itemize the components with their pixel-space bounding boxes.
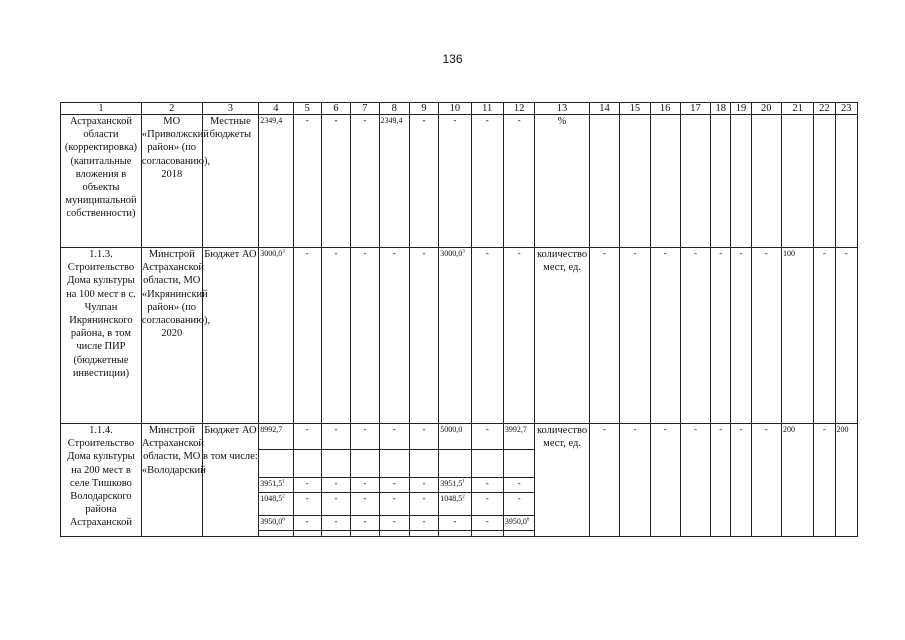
amount-text: 1048,5: [260, 494, 283, 503]
value-cell: -: [471, 248, 503, 424]
value-cell: [439, 478, 471, 493]
value-cell: -: [293, 115, 321, 248]
value-cell: -: [321, 115, 350, 248]
footnote-mark: 6: [526, 517, 530, 523]
header-cell: 8: [379, 103, 409, 115]
executor-cell: Минстрой Астраханской области, МО «Икрянинский район» (по согласованию), 2020: [141, 248, 202, 424]
measure-name-cell: 1.1.4. Строительство Дома культуры на 200 мест в селе Тишково Володарского района Астраханской: [61, 424, 142, 537]
value-cell: -: [680, 424, 710, 537]
header-cell: 23: [835, 103, 857, 115]
value-cell: [471, 531, 503, 537]
value-cell: -: [351, 493, 379, 516]
amount-text: 1048,5: [440, 494, 463, 503]
amount-text: 3000,0: [260, 249, 283, 258]
value-cell: [379, 531, 409, 537]
value-cell: [680, 115, 710, 248]
value-cell: -: [731, 248, 751, 424]
value-cell: -: [321, 248, 350, 424]
header-cell: 21: [781, 103, 813, 115]
value-cell: [620, 115, 650, 248]
header-cell: 1: [61, 103, 142, 115]
value-cell: -: [620, 424, 650, 537]
indicator-unit-cell: количество мест, ед.: [535, 248, 590, 424]
value-cell: [751, 115, 781, 248]
header-cell: 10: [439, 103, 471, 115]
footnote-mark: 1: [282, 479, 285, 485]
executor-cell: МО «Приволжский район» (по согласованию), 2018: [141, 115, 202, 248]
header-cell: 19: [731, 103, 751, 115]
header-cell: 14: [589, 103, 619, 115]
value-cell: -: [351, 478, 379, 493]
value-cell: -: [680, 248, 710, 424]
value-cell: -: [409, 516, 438, 531]
value-cell: -: [409, 115, 438, 248]
value-cell: 2349,4: [379, 115, 409, 248]
total-cell: 2349,4: [259, 115, 293, 248]
value-cell: [439, 531, 471, 537]
value-cell: -: [471, 478, 503, 493]
value-cell: -: [293, 424, 321, 450]
value-cell: -: [379, 516, 409, 531]
value-cell: -: [589, 248, 619, 424]
header-cell: 15: [620, 103, 650, 115]
value-cell: -: [351, 516, 379, 531]
header-cell: 13: [535, 103, 590, 115]
measure-name-cell: Астраханской области (корректировка) (капитальные вложения в объекты муниципальной собственности): [61, 115, 142, 248]
amount-text: 3950,0: [504, 517, 527, 526]
value-cell: -: [751, 248, 781, 424]
total-cell: [259, 516, 293, 531]
header-cell: 18: [711, 103, 731, 115]
value-cell: [409, 531, 438, 537]
header-cell: 16: [650, 103, 680, 115]
footnote-mark: 2: [462, 494, 465, 500]
header-cell: 7: [351, 103, 379, 115]
footnote-mark: 3: [282, 249, 285, 255]
value-cell: [589, 115, 619, 248]
value-cell: -: [351, 248, 379, 424]
value-cell: -: [751, 424, 781, 537]
value-cell: 3992,7: [503, 424, 534, 450]
total-cell: [259, 248, 293, 424]
total-cell: 8992,7: [259, 424, 293, 450]
indicator-unit-cell: количество мест, ед.: [535, 424, 590, 537]
value-cell: [321, 531, 350, 537]
value-cell: -: [379, 248, 409, 424]
value-cell: [351, 450, 379, 478]
value-cell: -: [379, 478, 409, 493]
amount-text: 3000,0: [440, 249, 463, 258]
funding-source-cell: [202, 478, 259, 493]
value-cell: -: [293, 248, 321, 424]
value-cell: -: [711, 248, 731, 424]
footnote-mark: 3: [462, 249, 465, 255]
table-row: [61, 115, 858, 248]
value-cell: [814, 115, 835, 248]
header-cell: 9: [409, 103, 438, 115]
header-cell: 6: [321, 103, 350, 115]
value-cell: -: [409, 493, 438, 516]
value-cell: [351, 531, 379, 537]
value-cell: [503, 531, 534, 537]
table-row: [61, 424, 858, 450]
value-cell: -: [503, 248, 534, 424]
value-cell: [439, 493, 471, 516]
funding-source-cell: Бюджет АО: [202, 248, 259, 424]
value-cell: -: [293, 493, 321, 516]
value-cell: -: [409, 248, 438, 424]
total-cell: [259, 478, 293, 493]
header-cell: 2: [141, 103, 202, 115]
value-cell: -: [471, 493, 503, 516]
value-cell: -: [439, 516, 471, 531]
value-cell: 200: [781, 424, 813, 537]
value-cell: -: [650, 248, 680, 424]
funding-source-cell: в том числе:: [202, 450, 259, 478]
value-cell: -: [409, 478, 438, 493]
value-cell: -: [835, 248, 857, 424]
value-cell: -: [814, 424, 835, 537]
value-cell: [835, 115, 857, 248]
header-cell: 3: [202, 103, 259, 115]
value-cell: [293, 450, 321, 478]
value-cell: [731, 115, 751, 248]
funding-source-cell: [202, 531, 259, 537]
value-cell: [379, 450, 409, 478]
value-cell: -: [321, 424, 350, 450]
value-cell: 100: [781, 248, 813, 424]
value-cell: [711, 115, 731, 248]
header-cell: 5: [293, 103, 321, 115]
table-row: [61, 248, 858, 424]
value-cell: -: [503, 478, 534, 493]
value-cell: -: [503, 115, 534, 248]
header-cell: 20: [751, 103, 781, 115]
value-cell: -: [321, 516, 350, 531]
header-cell: 11: [471, 103, 503, 115]
value-cell: -: [293, 516, 321, 531]
value-cell: [781, 115, 813, 248]
header-cell: 22: [814, 103, 835, 115]
value-cell: -: [471, 115, 503, 248]
footnote-mark: 1: [462, 479, 465, 485]
program-table: [60, 102, 858, 537]
value-cell: [321, 450, 350, 478]
amount-text: 3951,5: [440, 479, 463, 488]
value-cell: 5000,0: [439, 424, 471, 450]
value-cell: -: [321, 478, 350, 493]
value-cell: -: [379, 424, 409, 450]
value-cell: [439, 248, 471, 424]
value-cell: -: [731, 424, 751, 537]
value-cell: [503, 516, 534, 531]
header-cell: 4: [259, 103, 293, 115]
value-cell: [409, 450, 438, 478]
header-row: [61, 103, 858, 115]
value-cell: -: [439, 115, 471, 248]
amount-text: 3950,0: [260, 517, 283, 526]
value-cell: [439, 450, 471, 478]
footnote-mark: 2: [282, 494, 285, 500]
value-cell: -: [471, 516, 503, 531]
value-cell: [259, 450, 293, 478]
value-cell: -: [321, 493, 350, 516]
value-cell: 200: [835, 424, 857, 537]
value-cell: [293, 531, 321, 537]
value-cell: [471, 450, 503, 478]
value-cell: -: [351, 424, 379, 450]
indicator-unit-cell: %: [535, 115, 590, 248]
value-cell: -: [293, 478, 321, 493]
value-cell: -: [814, 248, 835, 424]
value-cell: -: [589, 424, 619, 537]
value-cell: -: [711, 424, 731, 537]
page-number: 136: [442, 52, 463, 66]
header-cell: 12: [503, 103, 534, 115]
funding-source-cell: [202, 493, 259, 516]
header-cell: 17: [680, 103, 710, 115]
value-cell: -: [351, 115, 379, 248]
executor-cell: Минстрой Астраханской области, МО «Володарский: [141, 424, 202, 537]
amount-text: 3951,5: [260, 479, 283, 488]
total-cell: [259, 493, 293, 516]
funding-source-cell: Бюджет АО: [202, 424, 259, 450]
value-cell: [650, 115, 680, 248]
footnote-mark: 6: [282, 517, 285, 523]
value-cell: -: [379, 493, 409, 516]
value-cell: -: [409, 424, 438, 450]
funding-source-cell: Местные бюджеты: [202, 115, 259, 248]
value-cell: -: [620, 248, 650, 424]
funding-source-cell: [202, 516, 259, 531]
measure-name-cell: 1.1.3. Строительство Дома культуры на 100 мест в с. Чулпан Икрянинского района, в том числе ПИР (бюджетные инвестиции): [61, 248, 142, 424]
value-cell: -: [471, 424, 503, 450]
value-cell: -: [650, 424, 680, 537]
value-cell: -: [503, 493, 534, 516]
value-cell: [259, 531, 293, 537]
value-cell: [503, 450, 534, 478]
